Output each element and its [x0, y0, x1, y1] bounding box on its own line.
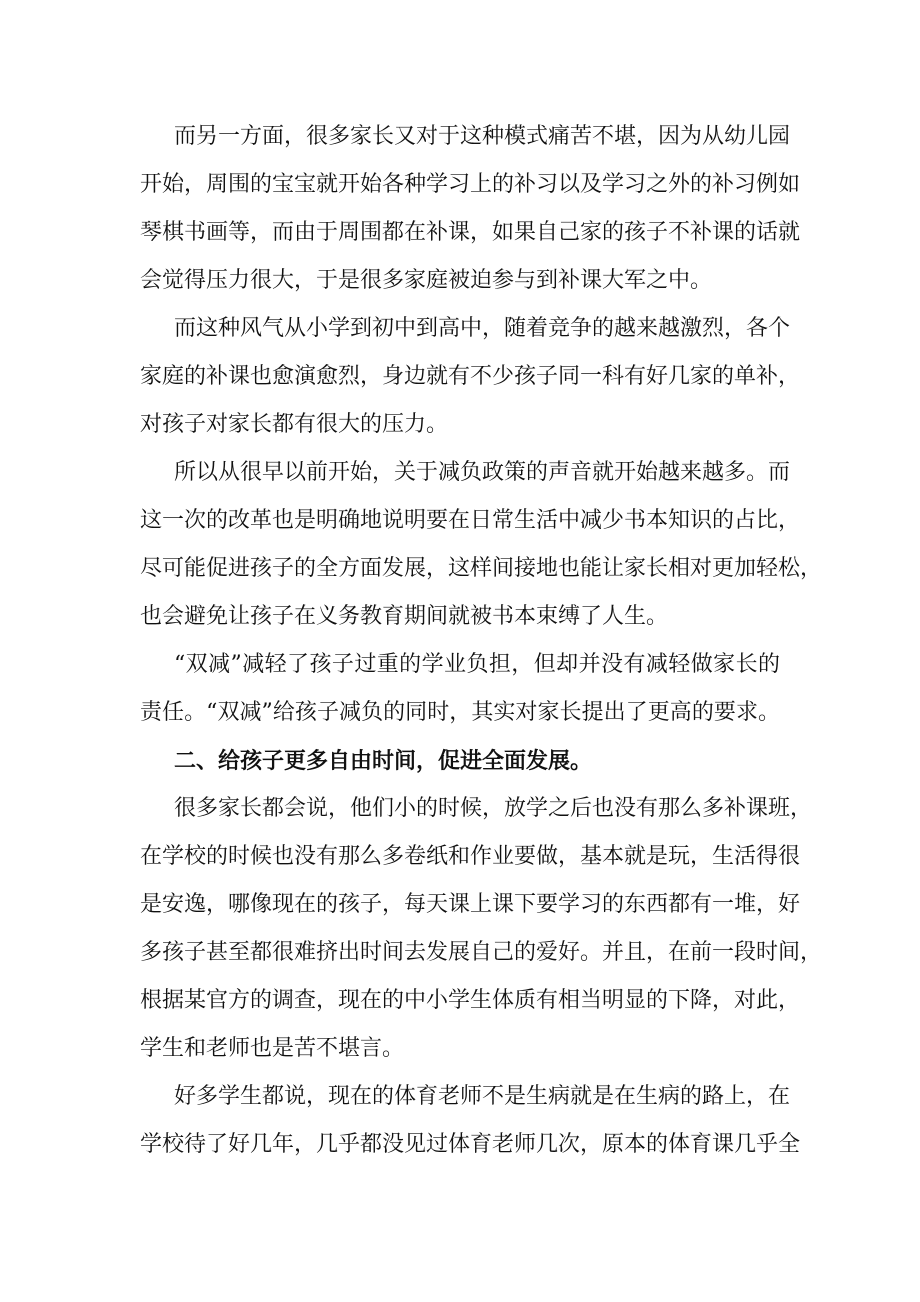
paragraph-1-line-4: 会觉得压力很大，于是很多家庭被迫参与到补课大军之中。: [140, 268, 713, 293]
paragraph-2-line-3: 对孩子对家长都有很大的压力。: [140, 412, 449, 437]
paragraph-4-line-2: 责任。“双减”给孩子减负的同时，其实对家长提出了更高的要求。: [140, 700, 780, 725]
paragraph-5-line-1: 很多家长都会说，他们小的时候，放学之后也没有那么多补课班，: [174, 796, 813, 821]
section-heading: 二、给孩子更多自由时间，促进全面发展。: [174, 748, 593, 774]
paragraph-3-line-1: 所以从很早以前开始，关于减负政策的声音就开始越来越多。而: [174, 460, 791, 485]
paragraph-5-line-6: 学生和老师也是苦不堪言。: [140, 1036, 405, 1061]
paragraph-6-line-2: 学校待了好几年，几乎都没见过体育老师几次，原本的体育课几乎全: [140, 1132, 801, 1157]
paragraph-3-line-2: 这一次的改革也是明确地说明要在日常生活中减少书本知识的占比，: [140, 508, 801, 533]
paragraph-2-line-2: 家庭的补课也愈演愈烈，身边就有不少孩子同一科有好几家的单补，: [140, 364, 801, 389]
paragraph-4-line-1: “双减”减轻了孩子过重的学业负担，但却并没有减轻做家长的: [174, 652, 780, 677]
paragraph-5-line-3: 是安逸，哪像现在的孩子，每天课上课下要学习的东西都有一堆，好: [140, 892, 801, 917]
paragraph-5-line-4: 多孩子甚至都很难挤出时间去发展自己的爱好。并且，在前一段时间，: [140, 940, 823, 965]
paragraph-1-line-1: 而另一方面，很多家长又对于这种模式痛苦不堪，因为从幼儿园: [174, 124, 791, 149]
paragraph-3-line-4: 也会避免让孩子在义务教育期间就被书本束缚了人生。: [140, 604, 669, 629]
paragraph-5-line-5: 根据某官方的调查，现在的中小学生体质有相当明显的下降，对此，: [140, 988, 801, 1013]
paragraph-5-line-2: 在学校的时候也没有那么多卷纸和作业要做，基本就是玩，生活得很: [140, 844, 801, 869]
paragraph-3-line-3: 尽可能促进孩子的全方面发展，这样间接地也能让家长相对更加轻松，: [140, 556, 823, 581]
paragraph-6-line-1: 好多学生都说，现在的体育老师不是生病就是在生病的路上，在: [174, 1084, 791, 1109]
paragraph-1-line-2: 开始，周围的宝宝就开始各种学习上的补习以及学习之外的补习例如: [140, 172, 801, 197]
paragraph-2-line-1: 而这种风气从小学到初中到高中，随着竞争的越来越激烈，各个: [174, 316, 791, 341]
paragraph-1-line-3: 琴棋书画等，而由于周围都在补课，如果自己家的孩子不补课的话就: [140, 220, 801, 245]
